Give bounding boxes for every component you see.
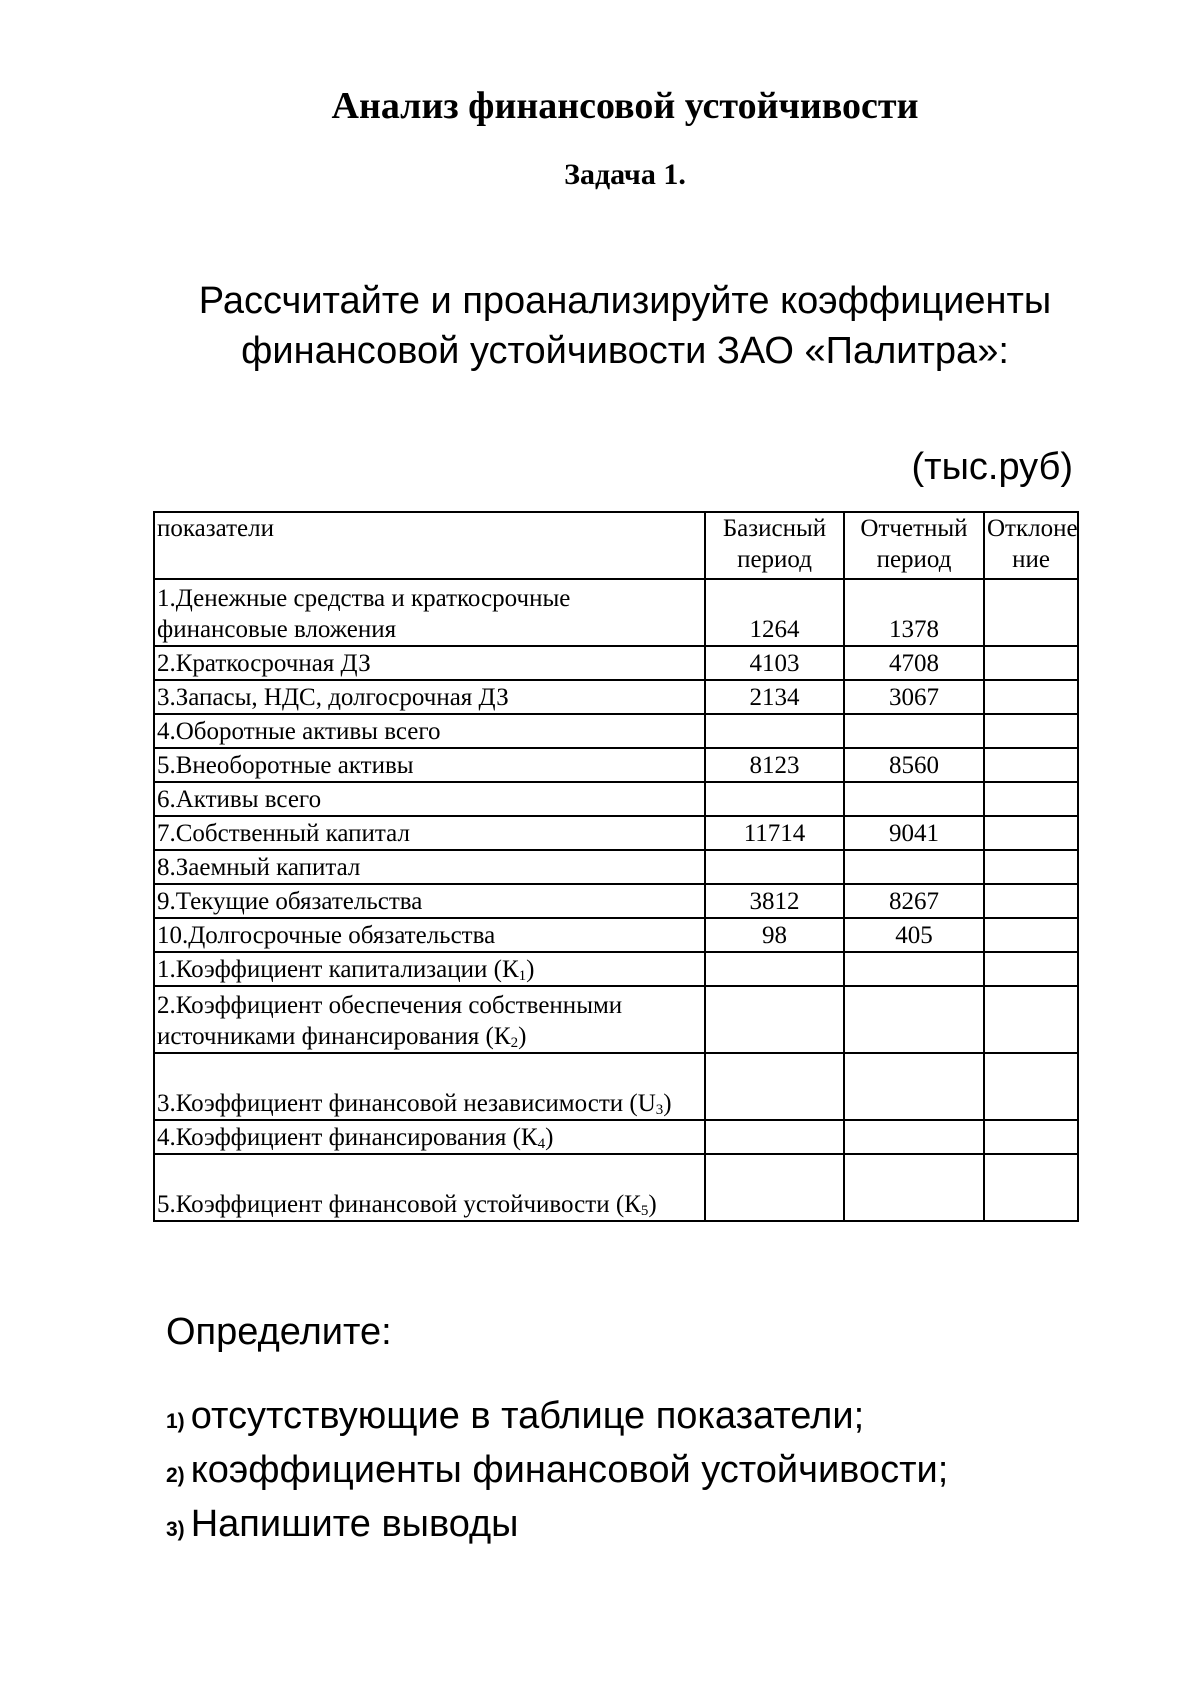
row-label: 4.Оборотные активы всего [154,714,705,748]
page-title: Анализ финансовой устойчивости [331,85,919,127]
indicators-table [153,511,1079,1222]
report-value: 3067 [844,680,984,714]
table-row [154,680,1078,714]
deviation-value [984,782,1078,816]
base-value: 8123 [705,748,844,782]
unit-label: (тыс.руб) [911,446,1073,488]
table-row [154,579,1078,646]
row-label-line: финансовые вложения [157,616,397,643]
step-number: 3) [166,1518,185,1541]
deviation-value [984,579,1078,646]
deviation-value [984,952,1078,986]
coefficient-label [154,1154,705,1221]
coefficient-text: 3.Коэффициент финансовой независимости (U [157,1090,656,1117]
base-value [705,782,844,816]
task-number: Задача 1. [564,158,686,191]
deviation-value [984,680,1078,714]
base-value: 11714 [705,816,844,850]
report-value [844,986,984,1053]
table-row [154,850,1078,884]
row-label: 3.Запасы, НДС, долгосрочная ДЗ [154,680,705,714]
header-base-period [705,512,844,579]
header-deviation [984,512,1078,579]
table-row [154,748,1078,782]
step-number: 1) [166,1410,185,1433]
step-number: 2) [166,1464,185,1487]
deviation-value [984,1053,1078,1120]
row-label-line: 1.Денежные средства и краткосрочные [157,585,571,612]
report-value: 4708 [844,646,984,680]
coefficient-row [154,1154,1078,1221]
deviation-value [984,850,1078,884]
table-row [154,714,1078,748]
row-label: 6.Активы всего [154,782,705,816]
coefficient-row [154,1120,1078,1154]
base-value [705,952,844,986]
base-value [705,1154,844,1221]
deviation-value [984,748,1078,782]
coefficient-text: 5.Коэффициент финансовой устойчивости (К [157,1191,641,1218]
coefficient-subscript: 3 [655,1102,664,1118]
header-indicator: показатели [154,512,705,579]
coefficient-close: ) [545,1124,554,1151]
table-row [154,918,1078,952]
report-value: 8267 [844,884,984,918]
base-value [705,1120,844,1154]
coefficient-row [154,1053,1078,1120]
base-value [705,850,844,884]
base-value [705,1053,844,1120]
deviation-value [984,884,1078,918]
report-value [844,1120,984,1154]
report-value [844,782,984,816]
step-item [166,1446,948,1500]
row-label [154,579,705,646]
row-label: 2.Краткосрочная ДЗ [154,646,705,680]
header-text: период [876,546,952,573]
coefficient-close: ) [648,1191,657,1218]
deviation-value [984,714,1078,748]
determine-heading: Определите: [166,1311,392,1353]
header-text: ние [1012,546,1050,573]
table-header-row [154,512,1078,579]
row-label: 10.Долгосрочные обязательства [154,918,705,952]
coefficient-label [154,1053,705,1120]
header-text: период [737,546,812,573]
coefficient-row [154,952,1078,986]
coefficient-close: ) [663,1090,672,1117]
coefficient-label [154,1120,705,1154]
base-value [705,986,844,1053]
step-text: отсутствующие в таблице показатели; [190,1395,865,1437]
coefficient-subscript: 5 [640,1203,649,1219]
base-value: 4103 [705,646,844,680]
coefficient-subscript: 1 [518,968,527,984]
table-row [154,646,1078,680]
header-text: Базисный [722,515,827,542]
report-value: 405 [844,918,984,952]
coefficient-row [154,986,1078,1053]
report-value: 8560 [844,748,984,782]
steps-list [166,1392,948,1554]
step-text: коэффициенты финансовой устойчивости; [190,1449,949,1491]
step-text: Напишите выводы [190,1503,519,1545]
report-value [844,1154,984,1221]
report-value: 9041 [844,816,984,850]
deviation-value [984,816,1078,850]
deviation-value [984,918,1078,952]
report-value [844,714,984,748]
coefficient-label [154,952,705,986]
row-label: 5.Внеоборотные активы [154,748,705,782]
header-text: Отчетный [860,515,968,542]
base-value: 3812 [705,884,844,918]
table-row [154,782,1078,816]
report-value [844,850,984,884]
row-label: 7.Собственный капитал [154,816,705,850]
base-value [705,714,844,748]
deviation-value [984,986,1078,1053]
report-value [844,1053,984,1120]
row-label: 8.Заемный капитал [154,850,705,884]
deviation-value [984,1120,1078,1154]
step-item [166,1500,948,1554]
report-value [844,952,984,986]
header-text: Отклоне [987,515,1078,542]
base-value: 98 [705,918,844,952]
task-statement [0,276,1179,376]
table-row [154,884,1078,918]
coefficient-label [154,986,705,1053]
coefficient-subscript: 4 [537,1136,546,1152]
coefficient-text: 4.Коэффициент финансирования (К [157,1124,538,1151]
coefficient-close: ) [518,1023,527,1050]
task-line: финансовой устойчивости ЗАО «Палитра»: [241,330,1009,372]
deviation-value [984,1154,1078,1221]
task-line: Рассчитайте и проанализируйте коэффициенты [198,280,1052,322]
table-row [154,816,1078,850]
header-report-period [844,512,984,579]
coefficient-subscript: 2 [510,1035,519,1051]
step-item [166,1392,948,1446]
coefficient-text: 1.Коэффициент капитализации (К [157,956,519,983]
report-value: 1378 [844,579,984,646]
coefficient-close: ) [526,956,535,983]
base-value: 2134 [705,680,844,714]
base-value: 1264 [705,579,844,646]
row-label: 9.Текущие обязательства [154,884,705,918]
coefficient-text: 2.Коэффициент обеспечения собственными источниками финансирования (К [157,992,623,1050]
deviation-value [984,646,1078,680]
